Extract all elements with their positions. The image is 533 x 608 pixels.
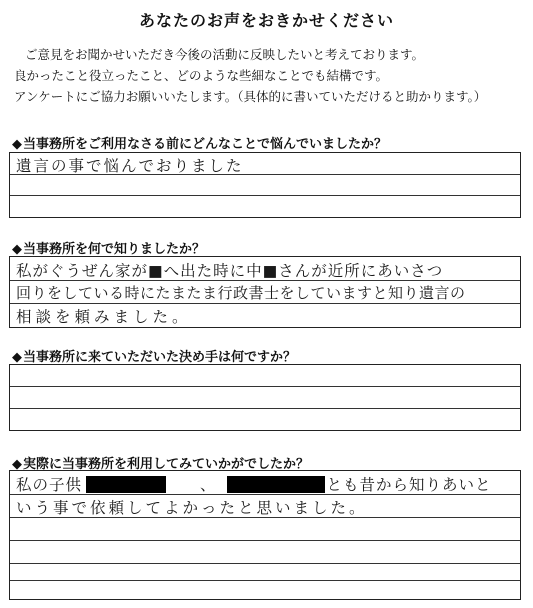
- answer-2-line-2: 回りをしている時にたまたま行政書士をしていますと知り遺言の: [16, 284, 466, 302]
- ruled-line: [10, 195, 520, 196]
- page-title: あなたのお声をおきかせください: [138, 11, 394, 30]
- question-4-text: 実際に当事務所を利用してみていかがでしたか？: [23, 457, 310, 472]
- answer-4-text-after: とも昔から知りあいと: [326, 476, 492, 494]
- answer-4-line-1: [16, 473, 492, 495]
- answer-box-4: [9, 470, 521, 600]
- diamond-bullet-icon: ◆: [12, 350, 22, 365]
- answer-4-text-between: 、: [200, 476, 217, 494]
- question-3: [12, 346, 296, 365]
- intro-line-2: 良かったこと役立ったこと、どのような些細なことでも結構です。: [14, 68, 389, 83]
- answer-box-2: [9, 256, 521, 328]
- diamond-bullet-icon: ◆: [12, 242, 22, 257]
- intro-line-1: ご意見をお聞かせいただき今後の活動に反映したいと考えております。: [25, 47, 425, 62]
- ruled-line: [10, 303, 520, 304]
- redaction-block: [86, 476, 166, 493]
- intro-text: [14, 44, 529, 107]
- answer-2-line-3: 相談を頼みました。: [16, 308, 192, 326]
- ruled-line: [10, 540, 520, 541]
- question-1-text: 当事務所をご利用なさる前にどんなことで悩んでいましたか？: [23, 137, 388, 152]
- intro-line-3: アンケートにご協力お願いいたします。（具体的に書いていただけると助かります。）: [14, 89, 487, 104]
- question-2: [12, 238, 205, 257]
- ruled-line: [10, 563, 520, 564]
- answer-box-1: [9, 152, 521, 218]
- answer-1-line-1: 遺言の事で悩んでおりました: [16, 157, 244, 175]
- diamond-bullet-icon: ◆: [12, 457, 22, 472]
- ruled-line: [10, 408, 520, 409]
- question-1: [12, 133, 387, 152]
- answer-box-3: [9, 364, 521, 431]
- ruled-line: [10, 386, 520, 387]
- question-3-text: 当事務所に来ていただいた決め手は何ですか？: [23, 350, 297, 365]
- answer-4-text-before: 私の子供: [16, 476, 83, 494]
- answer-2-line-1: 私がぐうぜん家が■へ出た時に中■さんが近所にあいさつ: [16, 262, 444, 280]
- question-2-text: 当事務所を何で知りましたか？: [23, 242, 206, 257]
- redaction-block: [227, 476, 325, 493]
- diamond-bullet-icon: ◆: [12, 137, 22, 152]
- ruled-line: [10, 580, 520, 581]
- answer-4-line-2: いう事で依頼してよかったと思いました。: [16, 499, 368, 517]
